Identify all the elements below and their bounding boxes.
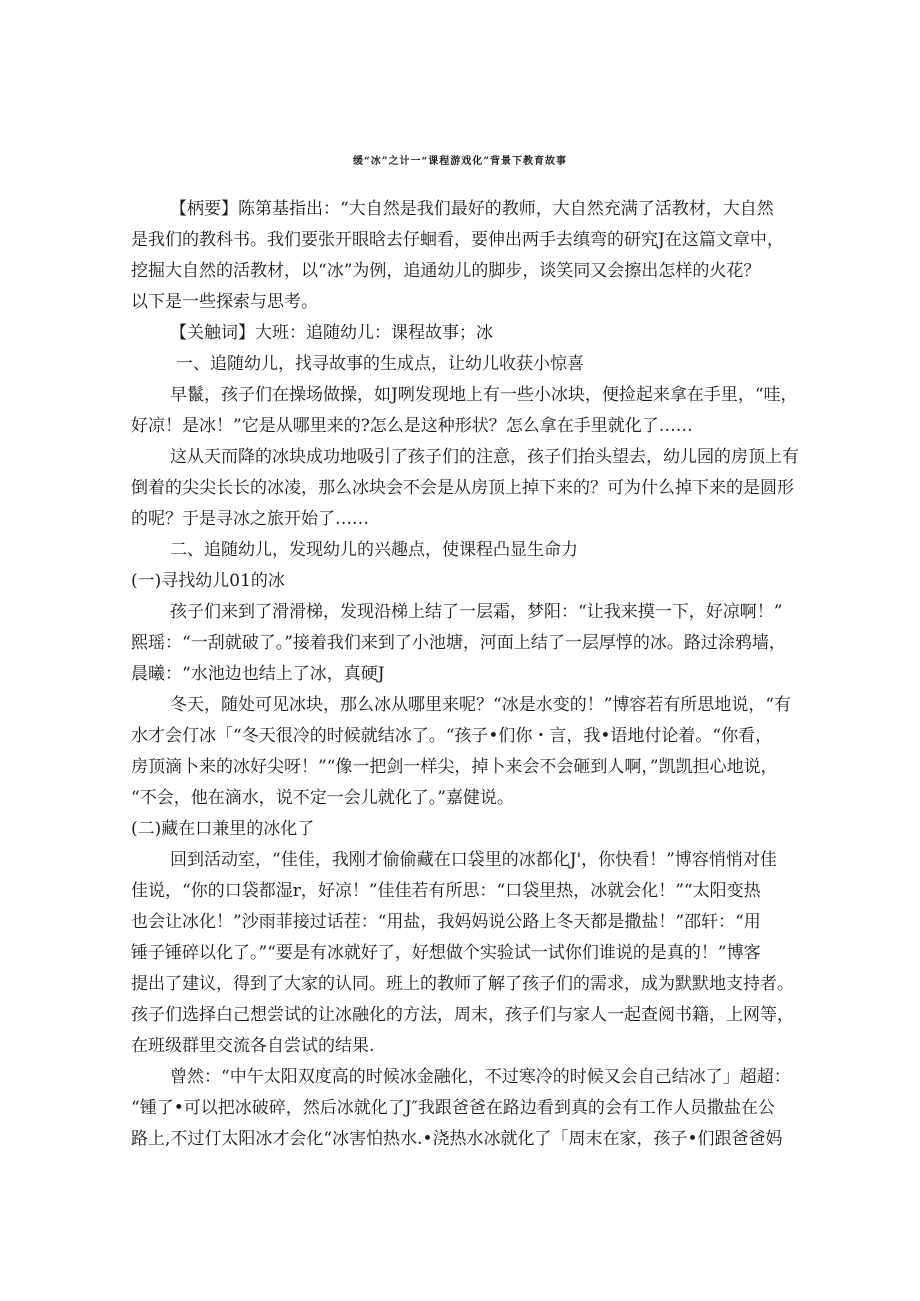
text-line: 锤子锤碎以化了。”“要是有冰就好了，好想做个实验试一试你们谁说的是真的！”博客 [131, 943, 761, 963]
text-line: 挖掘大自然的活教材，以“冰”为例，追通幼儿的脚步，谈笑同又会擦出怎样的火花？ [131, 261, 761, 281]
text-line: 是我们的教科书。我们要张开眼晗去仔蛔看，要伸出两手去缜弯的研究J在这篇文章中， [131, 230, 784, 250]
text-line: 早鬣，孩子们在操场做操，如J咧发现地上有一些小冰块，便捡起来拿在手里，“哇， [170, 385, 798, 405]
text-line: 路上,不过仃太阳冰才会化“冰害怕热水.•浇热水冰就化了「周末在家，孩子•们跟爸爸妈 [131, 1129, 783, 1149]
text-line: 水才会仃冰「“冬天很冷的时候就结冰了。“孩子•们你・言，我•语地付论着。“你看， [131, 726, 773, 746]
text-line: 孩子们选择白己想尝试的让冰融化的方法，周末，孩子们与家人一起查阅书籍，上网等， [131, 1005, 794, 1025]
text-line: 冬天，随处可见冰块，那么冰从哪里来呢？“冰是水变的！”博容若有所思地说，“有 [170, 695, 792, 715]
section-heading: 二、追随幼儿，发现幼儿的兴趣点，使课程凸显生命力 [170, 540, 578, 560]
section-heading: 一、追随幼儿，找寻故事的生成点，让幼儿收获小惊喜 [176, 354, 584, 374]
text-line: 好凉！是冰！”它是从哪里来的?怎么是这种形状？怎么拿在手里就化了…… [131, 416, 693, 436]
subsection-heading: (一)寻找幼儿01的冰 [131, 571, 285, 591]
text-line: 房顶滴卜来的冰好尖呀！”“像一把剑一样尖，掉卜来会不会砸到人啊，”凯凯担心地说， [131, 757, 778, 777]
document-title: 缓“冰”之计一“课程游戏化”背景下教育故事 [352, 156, 567, 167]
text-line: 倒着的尖尖长长的冰凌，那么冰块会不会是从房顶上掉下来的？可为什么掉下来的是圆形 [131, 478, 794, 498]
text-line: 在班级群里交流各自尝试的结果. [131, 1036, 375, 1056]
text-line: 熙瑶：“一刮就破了。”接着我们来到了小池塘，河面上结了一层厚惇的冰。路过涂鸦墙， [131, 633, 786, 653]
text-line: 也会让冰化！”沙雨菲接过话茬：“用盐，我妈妈说公路上冬天都是撒盐！”邵轩：“用 [131, 912, 761, 932]
text-line: 佳说，“你的口袋都湿r，好凉！”佳佳若有所思：“口袋里热，冰就会化！”“太阳变热 [131, 881, 761, 901]
text-line: 晨曦：“水池边也结上了冰，真硬J [131, 664, 385, 684]
text-line: 【柄要】陈第基指出：“大自然是我们最好的教师，大自然充满了活教材，大自然 [170, 199, 774, 219]
text-line: “锺了•可以把冰破碎，然后冰就化了J″我跟爸爸在路边看到真的会有工作人员撒盐在公 [131, 1098, 775, 1118]
text-line: 孩子们来到了滑滑梯，发现沿梯上结了一层霜，梦阳：“让我来摸一下，好凉啊！” [170, 602, 783, 622]
text-line: 这从天而降的冰块成功地吸引了孩子们的注意，孩子们抬头望去，幼儿园的房顶上有 [170, 447, 799, 467]
text-line: 曾然：“中午太阳双度高的时候冰金融化，不过寒冷的时候又会自己结冰了」超超： [170, 1067, 791, 1087]
text-line: 回到活动室，“佳佳，我刚才偷偷藏在口袋里的冰都化J'，你快看！”博容悄悄对佳 [170, 850, 777, 870]
text-line: 以下是一些探索与思考。 [131, 292, 318, 312]
text-line: 提出了建议，得到了大家的认同。班上的教师了解了孩子们的需求，成为默默地支持者。 [131, 974, 794, 994]
text-line: “不会，他在滴水，说不定一会儿就化了。”嘉健说。 [131, 788, 514, 808]
text-line: 的呢？于是寻冰之旅开始了…… [131, 509, 369, 529]
subsection-heading: (二)藏在口兼里的冰化了 [131, 819, 315, 839]
text-line: 【关触词】大班：追随幼儿：课程故事；冰 [170, 323, 493, 343]
